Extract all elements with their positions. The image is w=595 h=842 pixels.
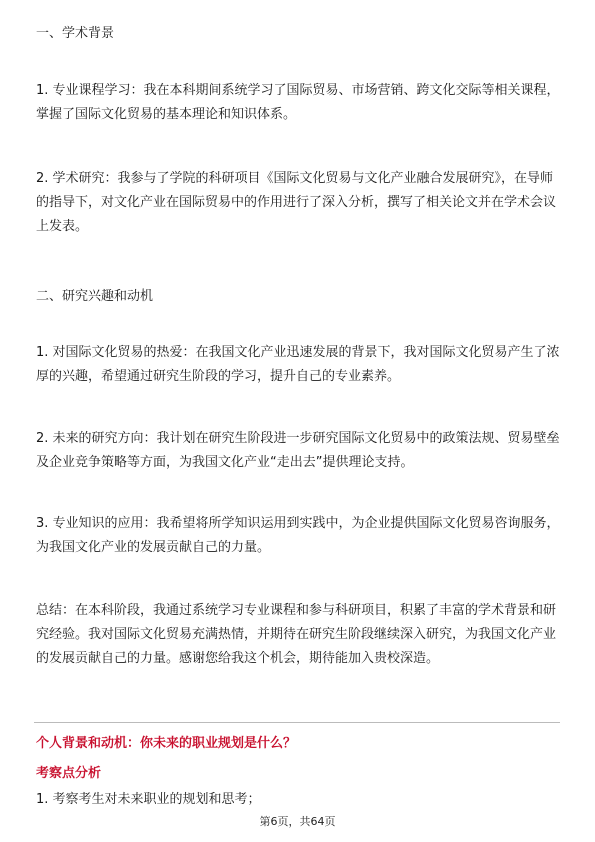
- analysis-point-1: 1. 考察考生对未来职业的规划和思考；: [36, 792, 261, 807]
- section-divider: [34, 722, 560, 723]
- paragraph-research: 2. 学术研究：我参与了学院的科研项目《国际文化贸易与文化产业融合发展研究》，在导师的指导下，对文化产业在国际贸易中的作用进行了深入分析，撰写了相关论文并在学术会议上发表。: [36, 171, 557, 234]
- analysis-heading: 考察点分析: [36, 766, 102, 781]
- page-number: 第6页，共64页: [259, 815, 336, 828]
- paragraph-direction: 2. 未来的研究方向：我计划在研究生阶段进一步研究国际文化贸易中的政策法规、贸易壁垒及企业竞争策略等方面，为我国文化产业“走出去”提供理论支持。: [36, 431, 560, 470]
- paragraph-summary: 总结：在本科阶段，我通过系统学习专业课程和参与科研项目，积累了丰富的学术背景和研究经验。我对国际文化贸易充满热情，并期待在研究生阶段继续深入研究，为我国文化产业的发展贡献自己的力量。感谢您给我这个机会，期待能加入贵校深造。: [36, 603, 557, 666]
- paragraph-passion: 1. 对国际文化贸易的热爱：在我国文化产业迅速发展的背景下，我对国际文化贸易产生了浓厚的兴趣，希望通过研究生阶段的学习，提升自己的专业素养。: [36, 345, 560, 384]
- question-title: 个人背景和动机：你未来的职业规划是什么？: [36, 736, 297, 751]
- paragraph-application: 3. 专业知识的应用：我希望将所学知识运用到实践中，为企业提供国际文化贸易咨询服务，为我国文化产业的发展贡献自己的力量。: [36, 516, 560, 555]
- section-heading-interest: 二、研究兴趣和动机: [36, 289, 154, 304]
- section-heading-academic: 一、学术背景: [36, 26, 115, 41]
- paragraph-course-study: 1. 专业课程学习：我在本科期间系统学习了国际贸易、市场营销、跨文化交际等相关课程，掌握了国际文化贸易的基本理论和知识体系。: [36, 83, 560, 122]
